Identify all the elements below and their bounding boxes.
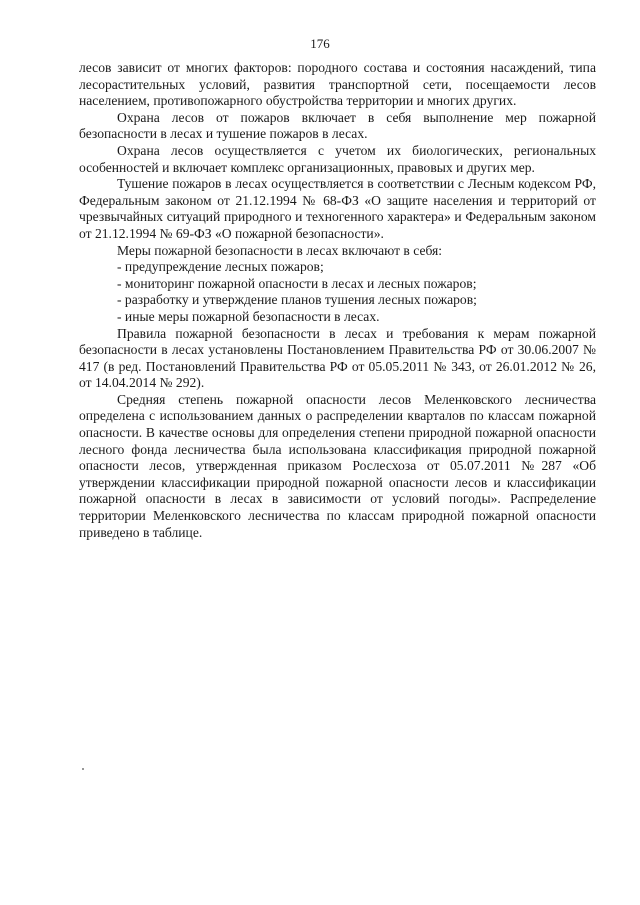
paragraph-firefighting-law: Тушение пожаров в лесах осуществляется в соответствии с Лесным кодексом РФ, Федеральным законом от 21.12.1994 № 68-ФЗ «О защите населения и территорий от чрезвычайных ситуаций природного и техногенного характера» и Федеральным законом от 21.12.1994 № 69-ФЗ «О пожарной безопасности». [79, 176, 596, 241]
list-item: - разработку и утверждение планов тушения лесных пожаров; [117, 292, 477, 308]
document-body [79, 60, 596, 541]
paragraph-continuation: лесов зависит от многих факторов: породного состава и состояния насаждений, типа лесорастительных условий, развития транспортной сети, посещаемости лесов населением, противопожарного обустройства территории и многих других. [79, 60, 596, 109]
list-item: - мониторинг пожарной опасности в лесах и лесных пожаров; [117, 275, 477, 291]
paragraph-fire-danger-classes: Средняя степень пожарной опасности лесов Меленковского лесничества определена с использованием данных о распределении кварталов по классам пожарной опасности. В качестве основы для определения степени природной пожарной опасности лесного фонда лесничества была использована классификация природной пожарной опасности лесов, утвержденная приказом Рослесхоза от 05.07.2011 №287 «Об утверждении классификации природной пожарной опасности лесов и классификации пожарной опасности в лесах в зависимости от условий погоды». Распределение территории Меленковского лесничества по классам природной пожарной опасности приведено в таблице. [79, 391, 596, 540]
page-number: 176 [310, 36, 330, 51]
paragraph-fire-safety-rules: Правила пожарной безопасности в лесах и требования к мерам пожарной безопасности в лесах установлены Постановлением Правительства РФ от 30.06.2007 № 417 (в ред. Постановлений Правительства РФ от 05.05.2011 № 343, от 26.01.2012 № 26, от 14.04.2014 № 292). [79, 325, 596, 391]
list-item: - предупреждение лесных пожаров; [117, 259, 324, 275]
paragraph-fire-protection: Охрана лесов от пожаров включает в себя выполнение мер пожарной безопасности в лесах и тушение пожаров в лесах. [79, 109, 596, 142]
paragraph-measures-intro: Меры пожарной безопасности в лесах включают в себя: [117, 242, 443, 258]
scan-speck [82, 768, 84, 770]
paragraph-protection-measures: Охрана лесов осуществляется с учетом их биологических, региональных особенностей и включает комплекс организационных, правовых и других мер. [79, 142, 596, 175]
list-item: - иные меры пожарной безопасности в лесах. [117, 308, 380, 324]
measures-list [79, 259, 596, 325]
